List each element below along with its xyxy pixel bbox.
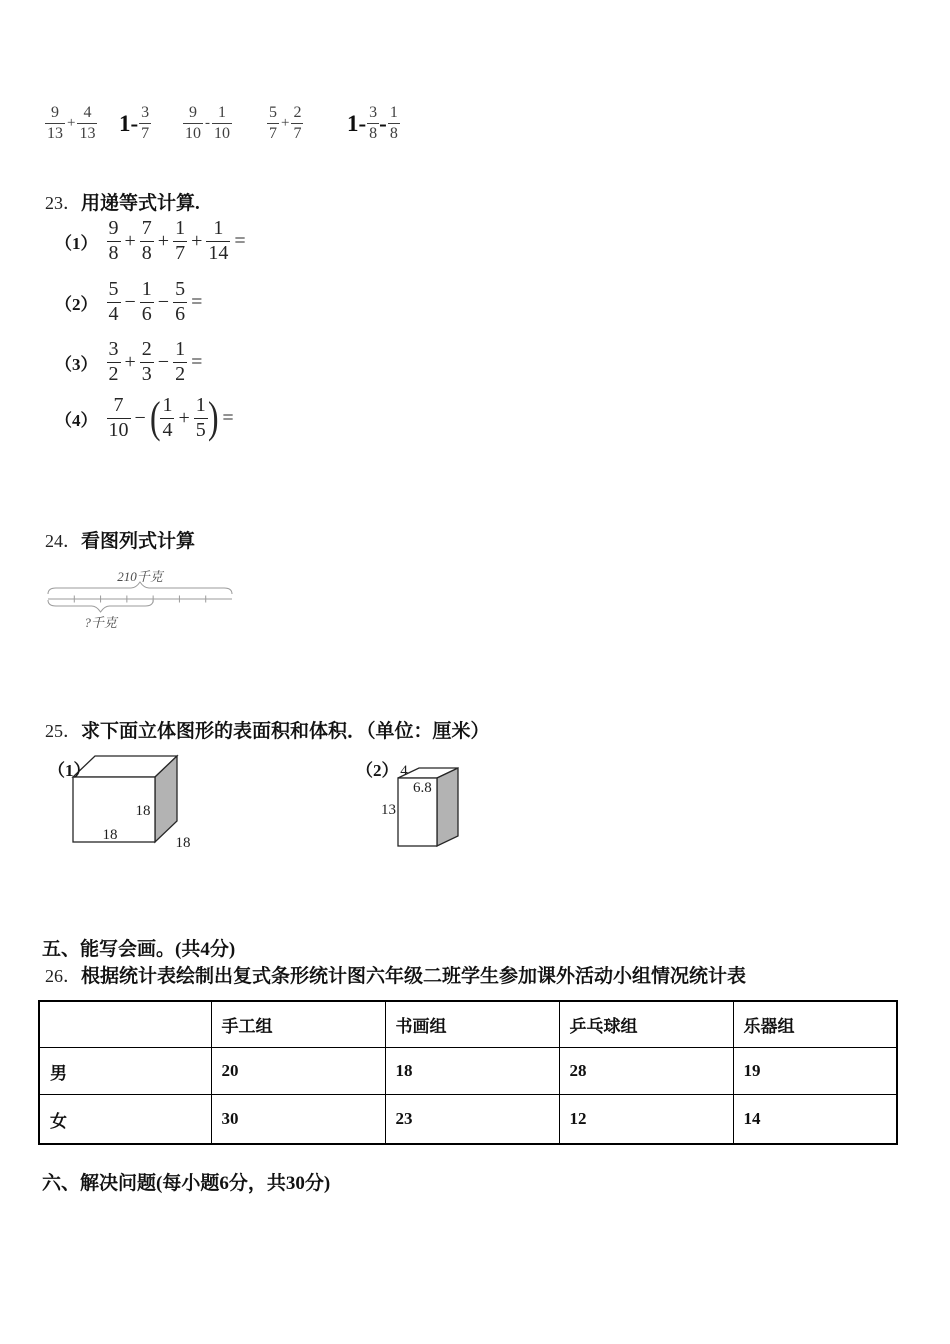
denominator: 8 (141, 241, 152, 264)
numerator: 3 (108, 337, 119, 360)
numerator: 9 (51, 103, 59, 121)
table-header-cell: 书画组 (385, 1001, 559, 1048)
fraction (45, 103, 65, 143)
fraction (139, 103, 151, 143)
table-header-cell (39, 1001, 211, 1048)
denominator: 10 (185, 124, 201, 142)
q25-figure-1 (48, 750, 223, 868)
q26-number: 26． (45, 966, 81, 986)
denominator: 7 (175, 241, 186, 264)
table-cell: 20 (211, 1048, 385, 1095)
table-cell: 12 (559, 1095, 733, 1145)
q25-title: 求下面立体图形的表面积和体积．（单位：厘米） (81, 721, 490, 742)
denominator: 6 (175, 302, 186, 325)
cuboid-front-label: 6.8 (413, 780, 432, 796)
operator: = (222, 406, 234, 429)
q23-item-2-label: （2） (55, 294, 98, 314)
denominator: 13 (47, 124, 63, 142)
operator: + (124, 229, 136, 252)
bold-term: 1- (119, 110, 139, 136)
fraction (107, 217, 121, 265)
denominator: 4 (108, 302, 119, 325)
denominator: 7 (293, 124, 302, 142)
q25-figure-2 (356, 750, 476, 862)
q25-figure-1-label: （1） (48, 761, 91, 780)
q25-heading (45, 716, 490, 743)
expression-4 (267, 97, 303, 149)
denominator: 7 (141, 124, 150, 142)
operator: + (281, 114, 290, 131)
numerator: 1 (175, 216, 186, 239)
fraction (206, 217, 230, 265)
table-cell: 18 (385, 1048, 559, 1095)
denominator: 10 (108, 418, 129, 441)
q23-item-3-expression (107, 338, 207, 386)
fraction (212, 103, 232, 143)
denominator: 4 (162, 418, 173, 441)
denominator: 6 (141, 302, 152, 325)
numerator: 7 (113, 393, 124, 416)
fraction (173, 338, 187, 386)
table-cell: 19 (733, 1048, 897, 1095)
q23-item-1 (55, 218, 250, 264)
operator: − (157, 350, 170, 373)
operator: + (67, 114, 76, 131)
operator: = (234, 229, 246, 252)
cuboid-height-label: 13 (381, 802, 396, 818)
cube-depth-label: 18 (175, 835, 191, 851)
section6-heading: 六、解决问题(每小题6分，共30分) (42, 1173, 331, 1194)
denominator: 2 (108, 362, 119, 385)
operator: - (205, 114, 210, 131)
fraction (291, 103, 303, 143)
fraction (388, 103, 400, 143)
fraction (140, 278, 154, 326)
cuboid-top-label: 4 (400, 763, 408, 779)
operator: + (124, 350, 136, 373)
numerator: 2 (141, 337, 152, 360)
denominator: 2 (175, 362, 186, 385)
numerator: 5 (269, 103, 277, 121)
table-header-cell: 手工组 (211, 1001, 385, 1048)
expression-5 (347, 97, 400, 149)
q23-item-3-label: （3） (55, 354, 98, 374)
q23-item-4 (55, 394, 238, 442)
denominator: 13 (79, 124, 96, 142)
numerator: 9 (108, 216, 119, 239)
expression-1 (45, 97, 97, 149)
table-cell: 23 (385, 1095, 559, 1145)
denominator: 14 (208, 241, 229, 264)
numerator: 4 (83, 103, 92, 121)
q23-number: 23． (45, 193, 81, 213)
q24-number: 24． (45, 531, 81, 551)
numerator: 5 (108, 277, 119, 300)
operator: + (157, 229, 170, 252)
q24-total-label: 210千克 (117, 569, 163, 584)
table-row (39, 1048, 897, 1095)
table-header-row (39, 1001, 897, 1048)
numerator: 1 (141, 277, 152, 300)
q26-heading (45, 961, 746, 988)
fraction (140, 217, 154, 265)
table-header-cell: 乒乓球组 (559, 1001, 733, 1048)
q23-item-1-expression (107, 217, 250, 265)
numerator: 1 (162, 393, 173, 416)
numerator: 1 (218, 103, 226, 121)
numerator: 7 (141, 216, 152, 239)
operator: = (191, 350, 203, 373)
numerator: 3 (141, 103, 150, 121)
q23-item-4-expression: $\frac{7}{10}$ − ( $\frac{1}{4}$ + $\frac{1}{5}$ ) = (108, 393, 234, 442)
q26-table (38, 1000, 898, 1145)
fraction (160, 394, 174, 442)
section5-heading: 五、能写会画。(共4分) (42, 939, 236, 960)
operator: − (157, 290, 170, 313)
numerator: 3 (369, 103, 378, 121)
numerator: 1 (195, 393, 206, 416)
fraction (77, 103, 97, 143)
denominator: 8 (108, 241, 119, 264)
q24-part-label: ?千克 (84, 615, 117, 630)
denominator: 8 (369, 124, 378, 142)
q26-title: 根据统计表绘制出复式条形统计图六年级二班学生参加课外活动小组情况统计表 (81, 966, 747, 987)
q25-figure-2-label: （2） (356, 761, 399, 780)
cube-width-label: 18 (102, 827, 118, 843)
table-row-label: 女 (39, 1095, 211, 1145)
q24-title: 看图列式计算 (81, 531, 196, 552)
q23-item-4-label: （4） (55, 410, 98, 430)
operator: + (178, 406, 190, 429)
fraction (140, 338, 154, 386)
denominator: 10 (214, 124, 230, 142)
operator: = (191, 290, 203, 313)
cube-height-label: 18 (135, 803, 151, 819)
expression-3 (183, 97, 232, 149)
denominator: 3 (141, 362, 152, 385)
operator: − (134, 406, 146, 429)
bold-term: - (379, 110, 387, 136)
cuboid-right-face (437, 768, 458, 846)
q23-heading (45, 188, 200, 215)
denominator: 8 (389, 124, 398, 142)
numerator: 1 (175, 337, 186, 360)
table-cell: 14 (733, 1095, 897, 1145)
numerator: 2 (293, 103, 302, 121)
q24-diagram (45, 565, 240, 637)
fraction (107, 338, 121, 386)
numerator: 1 (389, 103, 398, 121)
table-row-label: 男 (39, 1048, 211, 1095)
table-cell: 30 (211, 1095, 385, 1145)
table-cell: 28 (559, 1048, 733, 1095)
q23-item-2 (55, 279, 206, 325)
numerator: 5 (175, 277, 186, 300)
fraction (183, 103, 203, 143)
q23-item-2-expression (107, 278, 207, 326)
q25-number: 25． (45, 721, 81, 741)
q23-item-1-label: （1） (55, 233, 98, 253)
numerator: 1 (213, 216, 224, 239)
q24-heading (45, 526, 195, 553)
fraction (194, 394, 208, 442)
fraction (267, 103, 279, 143)
denominator: 7 (269, 124, 277, 142)
fraction (173, 278, 187, 326)
expression-2 (119, 97, 151, 149)
operator: − (124, 290, 136, 313)
fraction (107, 278, 121, 326)
numerator: 9 (189, 103, 197, 121)
table-row (39, 1095, 897, 1145)
bold-term: 1- (347, 110, 367, 136)
fraction (173, 217, 187, 265)
table-header-cell: 乐器组 (733, 1001, 897, 1048)
denominator: 5 (195, 418, 206, 441)
q23-title: 用递等式计算. (81, 193, 200, 214)
operator: + (191, 229, 203, 252)
q23-item-3 (55, 339, 206, 385)
fraction (107, 394, 131, 442)
fraction (367, 103, 379, 143)
